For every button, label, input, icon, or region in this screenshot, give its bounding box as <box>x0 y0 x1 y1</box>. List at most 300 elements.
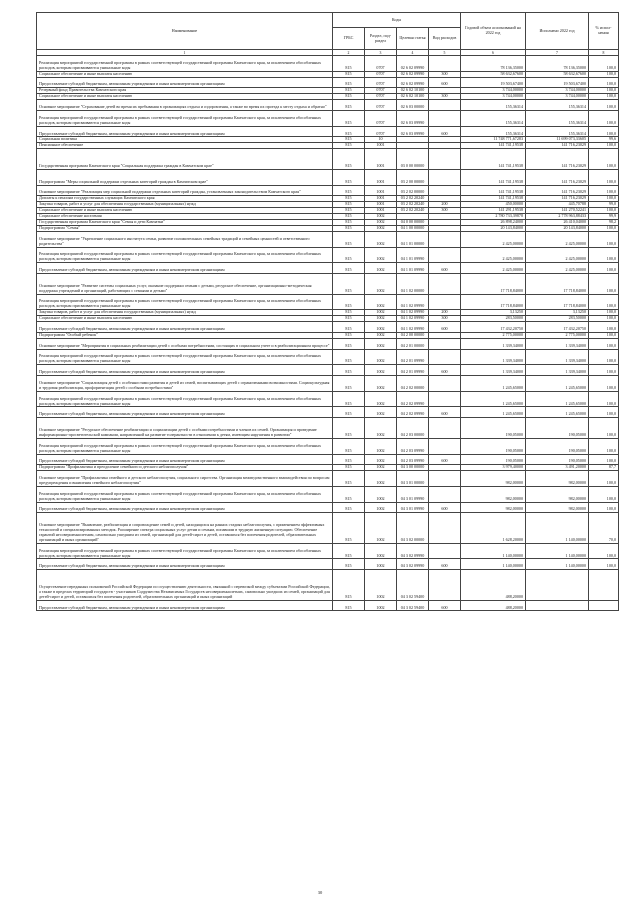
table-row <box>37 185 619 196</box>
row-vr-cell: 600 <box>429 322 461 333</box>
row-vr-cell: 600 <box>429 600 461 611</box>
row-razdel-cell: 0707 <box>365 94 397 100</box>
row-executed-cell: 1 339,34000 <box>526 365 589 376</box>
table-row <box>37 570 619 600</box>
row-name-cell: Государственная программа Камчатского края "Семья и дети Камчатки" <box>37 220 333 226</box>
row-cs-cell: 03 2 02 00000 <box>397 185 429 196</box>
row-name-cell: Социальная политика <box>37 137 333 143</box>
row-vr-cell <box>429 486 461 502</box>
row-cs-cell: 04 2 02 00000 <box>397 376 429 392</box>
col-number: 1 <box>37 50 333 56</box>
row-volume-cell: 141 741,19538 <box>461 149 526 170</box>
row-grbs-cell: 815 <box>333 376 365 392</box>
row-volume-cell: 141 291,19538 <box>461 208 526 214</box>
row-name-cell: Реализация мероприятий государственной программы в рамках соответствующей государственной программы Камчатского края, за исключением обособленных расходов, которым присваиваются уникальные коды <box>37 56 333 72</box>
row-grbs-cell: 815 <box>333 418 365 439</box>
row-vr-cell: 300 <box>429 208 461 214</box>
row-volume-cell: 3 744,00000 <box>461 94 526 100</box>
row-percent-cell: 100,0 <box>589 454 619 465</box>
row-percent-cell <box>589 570 619 600</box>
row-name-cell: Подпрограмма "Семья" <box>37 225 333 231</box>
row-volume-cell: 155,36314 <box>461 111 526 127</box>
col-number: 7 <box>526 50 589 56</box>
row-volume-cell: 58 632,67600 <box>461 71 526 77</box>
row-razdel-cell: 1002 <box>365 231 397 247</box>
row-cs-cell: 03 0 00 00000 <box>397 149 429 170</box>
row-cs-cell: 04 1 02 09990 <box>397 322 429 333</box>
table-row <box>37 438 619 454</box>
row-cs-cell: 02 6 02 09990 <box>397 71 429 77</box>
row-name-cell: Основное мероприятие "Развитие системы социальных услуг, оказание поддержки семьям с детьми, ресурсное обеспечение, организационно-методическая поддержка учреждений и организаций, работающих с семьями и детьми" <box>37 273 333 294</box>
row-razdel-cell: 1002 <box>365 454 397 465</box>
row-grbs-cell: 815 <box>333 465 365 471</box>
row-volume-cell: 3 744,00000 <box>461 88 526 94</box>
table-row <box>37 513 619 543</box>
row-executed-cell: 1 245,65000 <box>526 376 589 392</box>
row-percent-cell: 87,7 <box>589 465 619 471</box>
row-grbs-cell: 815 <box>333 273 365 294</box>
row-vr-cell <box>429 391 461 407</box>
row-executed-cell: 190,05000 <box>526 454 589 465</box>
row-cs-cell: 04 1 00 00000 <box>397 225 429 231</box>
row-cs-cell: 02 6 02 10100 <box>397 88 429 94</box>
row-name-cell: Социальное обеспечение и иные выплаты населению <box>37 208 333 214</box>
row-name-cell: Осуществление переданных полномочий Российской Федерации по осуществлению деятельности, связанной с перевозкой между субъектами Российской Федерации, а также в пределах территорий государств - участников Содружества Независимых Государств несовершеннолетних, самовольно ушедших из семей, организаций для детей-сирот и детей, оставшихся без попечения родителей, образовательных организаций и иных организаций <box>37 570 333 600</box>
row-grbs-cell: 815 <box>333 570 365 600</box>
row-cs-cell: 02 6 02 09990 <box>397 77 429 88</box>
table-row <box>37 376 619 392</box>
row-executed-cell: 20 143,84000 <box>526 225 589 231</box>
row-percent-cell <box>589 600 619 611</box>
row-volume-cell: 1 140,00000 <box>461 543 526 559</box>
row-percent-cell: 100,0 <box>589 225 619 231</box>
row-razdel-cell: 1002 <box>365 486 397 502</box>
row-percent-cell: 100,0 <box>589 338 619 349</box>
row-razdel-cell: 1002 <box>365 502 397 513</box>
row-percent-cell: 99,6 <box>589 137 619 143</box>
row-percent-cell: 100,0 <box>589 94 619 100</box>
col-grbs-header: ГРБС <box>333 28 365 50</box>
row-name-cell: Предоставление субсидий бюджетным, автономным учреждениям и иным некоммерческим организациям <box>37 454 333 465</box>
row-volume-cell: 78 136,35000 <box>461 56 526 72</box>
row-cs-cell: 04 2 03 00000 <box>397 418 429 439</box>
row-vr-cell: 600 <box>429 502 461 513</box>
row-executed-cell: 17 718,84000 <box>526 273 589 294</box>
row-executed-cell: 155,36314 <box>526 126 589 137</box>
row-name-cell: Подпрограмма "Особый ребенок" <box>37 332 333 338</box>
row-vr-cell: 300 <box>429 94 461 100</box>
col-number: 8 <box>589 50 619 56</box>
row-vr-cell <box>429 273 461 294</box>
row-name-cell: Закупка товаров, работ и услуг для обеспечения государственных (муниципальных) нужд <box>37 202 333 208</box>
table-row <box>37 502 619 513</box>
row-percent-cell: 100,0 <box>589 247 619 263</box>
row-volume-cell: 17 718,84000 <box>461 294 526 310</box>
row-executed-cell: 58 632,67600 <box>526 71 589 77</box>
row-cs-cell: 02 6 02 10100 <box>397 94 429 100</box>
row-cs-cell: 02 6 03 00000 <box>397 100 429 111</box>
row-volume-cell: 155,36314 <box>461 100 526 111</box>
row-grbs-cell: 815 <box>333 316 365 322</box>
table-row <box>37 56 619 72</box>
row-volume-cell: 11 748 771,67283 <box>461 137 526 143</box>
row-vr-cell: 200 <box>429 202 461 208</box>
row-executed-cell <box>526 600 589 611</box>
row-percent-cell: 100,0 <box>589 294 619 310</box>
row-razdel-cell: 1002 <box>365 600 397 611</box>
row-grbs-cell: 815 <box>333 88 365 94</box>
row-vr-cell <box>429 111 461 127</box>
row-volume-cell: 488,20000 <box>461 570 526 600</box>
row-razdel-cell: 1002 <box>365 225 397 231</box>
row-volume-cell: 17 718,84000 <box>461 273 526 294</box>
row-vr-cell <box>429 438 461 454</box>
row-percent-cell: 70,0 <box>589 513 619 543</box>
row-grbs-cell: 815 <box>333 111 365 127</box>
table-row <box>37 231 619 247</box>
row-razdel-cell: 0707 <box>365 71 397 77</box>
row-razdel-cell: 1002 <box>365 332 397 338</box>
row-volume-cell: 982,00000 <box>461 471 526 487</box>
row-grbs-cell: 815 <box>333 407 365 418</box>
row-cs-cell: 04 1 02 00000 <box>397 273 429 294</box>
row-executed-cell: 155,36314 <box>526 111 589 127</box>
row-vr-cell: 600 <box>429 263 461 274</box>
row-razdel-cell: 1002 <box>365 273 397 294</box>
row-name-cell: Основное мероприятие "Выявление, реабилитация и сопровождение семей и детей, находящихся на ранних стадиях неблагополучия, с применением эффективных технологий и специализированных методик. Расширение спектра социальных услуг детям и семьям, попавшим в трудную жизненную ситуацию. Обеспечение гарантий несовершеннолетним, самовольно ушедшим из семей, организаций для детей-сирот и детей, оставшихся без попечения родителей, образовательных организаций и иных организаций" <box>37 513 333 543</box>
row-cs-cell: 04 2 01 09990 <box>397 365 429 376</box>
row-percent-cell: 100,0 <box>589 111 619 127</box>
col-name-header: Наименование <box>37 13 333 50</box>
row-grbs-cell: 815 <box>333 349 365 365</box>
table-row <box>37 77 619 88</box>
row-vr-cell <box>429 418 461 439</box>
row-name-cell: Предоставление субсидий бюджетным, автономным учреждениям и иным некоммерческим организациям <box>37 600 333 611</box>
row-grbs-cell: 815 <box>333 143 365 149</box>
row-name-cell: Предоставление субсидий бюджетным, автономным учреждениям и иным некоммерческим организациям <box>37 126 333 137</box>
row-volume-cell: 1 245,65000 <box>461 407 526 418</box>
row-executed-cell <box>526 570 589 600</box>
row-vr-cell: 600 <box>429 407 461 418</box>
row-cs-cell: 04 1 02 09990 <box>397 310 429 316</box>
row-name-cell: Реализация мероприятий государственной программы в рамках соответствующей государственной программы Камчатского края, за исключением обособленных расходов, которым присваиваются уникальные коды <box>37 543 333 559</box>
row-name-cell: Предоставление субсидий бюджетным, автономным учреждениям и иным некоммерческим организациям <box>37 322 333 333</box>
row-cs-cell: 04 2 00 00000 <box>397 332 429 338</box>
row-cs-cell: 04 2 03 09990 <box>397 454 429 465</box>
row-cs-cell: 04 2 01 09990 <box>397 349 429 365</box>
row-razdel-cell: 10 <box>365 137 397 143</box>
row-name-cell: Реализация мероприятий государственной программы в рамках соответствующей государственной программы Камчатского края, за исключением обособленных расходов, которым присваиваются уникальные коды <box>37 294 333 310</box>
table-row <box>37 294 619 310</box>
table-row <box>37 322 619 333</box>
row-cs-cell: 04 1 02 09990 <box>397 294 429 310</box>
row-grbs-cell: 815 <box>333 454 365 465</box>
row-razdel-cell: 1001 <box>365 196 397 202</box>
row-vr-cell <box>429 349 461 365</box>
row-percent-cell: 100,0 <box>589 100 619 111</box>
row-cs-cell: 02 6 02 09990 <box>397 56 429 72</box>
row-volume-cell: 2 775,00000 <box>461 332 526 338</box>
row-razdel-cell: 1002 <box>365 376 397 392</box>
row-name-cell: Основное мероприятие "Реализация мер социальной поддержки отдельных категорий граждан, установленных законодательством Камчатского края" <box>37 185 333 196</box>
row-volume-cell: 190,05000 <box>461 438 526 454</box>
row-vr-cell: 200 <box>429 310 461 316</box>
row-volume-cell: 1 339,34000 <box>461 349 526 365</box>
row-name-cell: Социальное обеспечение и иные выплаты населению <box>37 316 333 322</box>
row-grbs-cell: 815 <box>333 471 365 487</box>
row-grbs-cell: 815 <box>333 502 365 513</box>
row-volume-cell: 190,05000 <box>461 418 526 439</box>
row-percent-cell: 100,0 <box>589 185 619 196</box>
row-grbs-cell: 815 <box>333 486 365 502</box>
row-volume-cell: 1 339,34000 <box>461 338 526 349</box>
row-executed-cell: 982,00000 <box>526 471 589 487</box>
row-percent-cell: 100,0 <box>589 149 619 170</box>
table-row <box>37 100 619 111</box>
row-grbs-cell: 815 <box>333 71 365 77</box>
row-percent-cell: 100,0 <box>589 208 619 214</box>
row-cs-cell: 02 6 03 09990 <box>397 111 429 127</box>
col-percent-header: % испол-нения <box>589 13 619 50</box>
row-razdel-cell: 0707 <box>365 77 397 88</box>
col-number: 2 <box>333 50 365 56</box>
row-grbs-cell: 815 <box>333 543 365 559</box>
col-number: 6 <box>461 50 526 56</box>
row-grbs-cell: 815 <box>333 338 365 349</box>
row-name-cell: Основное мероприятие "Социализация детей с особенностями развития и детей из семей, воспитывающих детей с ограниченными возможностями. Социокультурная и трудовая реабилитация, профориентация детей с особыми потребностями" <box>37 376 333 392</box>
row-percent-cell: 100,0 <box>589 322 619 333</box>
row-volume-cell: 1 245,65000 <box>461 376 526 392</box>
row-razdel-cell: 1002 <box>365 338 397 349</box>
codes-group-header: Коды <box>333 13 461 28</box>
row-percent-cell: 100,0 <box>589 543 619 559</box>
row-executed-cell: 982,00000 <box>526 486 589 502</box>
row-executed-cell: 1 245,65000 <box>526 407 589 418</box>
table-row <box>37 349 619 365</box>
row-name-cell: Основное мероприятие "Мероприятия в социальных реабилитации детей с особыми потребностями, состоящих в социальном учете и в реабилитационном процессе" <box>37 338 333 349</box>
row-vr-cell: 600 <box>429 454 461 465</box>
row-name-cell: Основное мероприятие "Ресурсное обеспечение реабилитации и социализации детей с особыми потребностями и членов их семей. Организация и проведение информационно-просветительской кампании, направленной на развитие толерантности в отношении к детям, имеющим нарушения в развитии" <box>37 418 333 439</box>
row-executed-cell: 141 716,23029 <box>526 185 589 196</box>
row-executed-cell: 141 716,23029 <box>526 149 589 170</box>
row-name-cell: Реализация мероприятий государственной программы в рамках соответствующей государственной программы Камчатского края, за исключением обособленных расходов, которым присваиваются уникальные коды <box>37 391 333 407</box>
row-volume-cell: 488,20000 <box>461 600 526 611</box>
row-vr-cell <box>429 185 461 196</box>
table-row <box>37 391 619 407</box>
row-grbs-cell: 815 <box>333 169 365 185</box>
row-volume-cell: 20 143,84000 <box>461 225 526 231</box>
row-razdel-cell: 1001 <box>365 208 397 214</box>
row-vr-cell <box>429 56 461 72</box>
table-row <box>37 247 619 263</box>
row-percent-cell: 100,0 <box>589 332 619 338</box>
row-razdel-cell: 1002 <box>365 570 397 600</box>
row-executed-cell: 2 425,00000 <box>526 231 589 247</box>
row-name-cell: Социальное обеспечение и иные выплаты населению <box>37 94 333 100</box>
row-executed-cell: 982,00000 <box>526 502 589 513</box>
row-cs-cell: 04 3 00 00000 <box>397 465 429 471</box>
row-grbs-cell: 815 <box>333 149 365 170</box>
row-executed-cell: 1 339,34000 <box>526 349 589 365</box>
row-executed-cell: 2 778 963,88433 <box>526 214 589 220</box>
row-percent-cell: 100,0 <box>589 559 619 570</box>
row-volume-cell: 982,00000 <box>461 486 526 502</box>
row-razdel-cell: 1002 <box>365 294 397 310</box>
row-grbs-cell: 815 <box>333 600 365 611</box>
row-name-cell: Закупка товаров, работ и услуг для обеспечения государственных (муниципальных) нужд <box>37 310 333 316</box>
row-cs-cell: 04 3 02 09990 <box>397 559 429 570</box>
row-name-cell: Основное мероприятие "Страхование детей во время их пребывания в организациях отдыха и оздоровления, а также во время их проезда к месту отдыха и обратно" <box>37 100 333 111</box>
row-cs-cell: 02 6 03 09990 <box>397 126 429 137</box>
row-volume-cell: 1 339,34000 <box>461 365 526 376</box>
col-razdel-header: Раздел, под-раздел <box>365 28 397 50</box>
row-razdel-cell: 1002 <box>365 214 397 220</box>
row-volume-cell: 283,50000 <box>461 316 526 322</box>
row-razdel-cell: 1002 <box>365 407 397 418</box>
row-razdel-cell: 1001 <box>365 149 397 170</box>
row-vr-cell: 600 <box>429 559 461 570</box>
row-percent-cell: 100,0 <box>589 471 619 487</box>
row-grbs-cell: 815 <box>333 438 365 454</box>
header-row <box>37 13 619 28</box>
row-cs-cell: 04 3 02 59400 <box>397 600 429 611</box>
row-vr-cell: 600 <box>429 126 461 137</box>
row-executed-cell: 26 410,04000 <box>526 220 589 226</box>
row-name-cell: Предоставление субсидий бюджетным, автономным учреждениям и иным некоммерческим организациям <box>37 407 333 418</box>
row-percent-cell: 100,0 <box>589 56 619 72</box>
row-percent-cell: 100,0 <box>589 231 619 247</box>
row-percent-cell: 100,0 <box>589 263 619 274</box>
row-grbs-cell: 815 <box>333 391 365 407</box>
row-percent-cell: 100,0 <box>589 418 619 439</box>
row-cs-cell: 04 3 01 09990 <box>397 486 429 502</box>
table-row <box>37 454 619 465</box>
row-razdel-cell: 1002 <box>365 322 397 333</box>
row-executed-cell: 2 425,00000 <box>526 263 589 274</box>
row-executed-cell: 1 140,00000 <box>526 559 589 570</box>
row-grbs-cell: 815 <box>333 263 365 274</box>
row-percent-cell: 100,0 <box>589 391 619 407</box>
row-executed-cell: 19 503,67400 <box>526 77 589 88</box>
row-razdel-cell: 1002 <box>365 513 397 543</box>
row-grbs-cell: 815 <box>333 196 365 202</box>
row-name-cell: Доплаты к пенсиям государственных служащих Камчатского края <box>37 196 333 202</box>
row-volume-cell: 2 425,00000 <box>461 263 526 274</box>
row-name-cell: Пенсионное обеспечение <box>37 143 333 149</box>
row-name-cell: Реализация мероприятий государственной программы в рамках соответствующей государственной программы Камчатского края, за исключением обособленных расходов, которым присваиваются уникальные коды <box>37 438 333 454</box>
row-name-cell: Подпрограмма "Профилактика и преодоление семейного и детского неблагополучия" <box>37 465 333 471</box>
row-volume-cell: 26 898,24000 <box>461 220 526 226</box>
col-volume-header: Годовой объем ассигнований на 2022 год <box>461 13 526 50</box>
row-grbs-cell: 815 <box>333 322 365 333</box>
row-cs-cell: 04 3 01 09990 <box>397 502 429 513</box>
row-name-cell: Реализация мероприятий государственной программы в рамках соответствующей государственной программы Камчатского края, за исключением обособленных расходов, которым присваиваются уникальные коды <box>37 111 333 127</box>
row-razdel-cell: 1002 <box>365 465 397 471</box>
table-row <box>37 365 619 376</box>
row-cs-cell: 03 2 00 00000 <box>397 169 429 185</box>
row-grbs-cell: 815 <box>333 214 365 220</box>
row-razdel-cell: 1002 <box>365 391 397 407</box>
row-volume-cell: 982,00000 <box>461 502 526 513</box>
row-volume-cell: 2 780 733,39878 <box>461 214 526 220</box>
row-percent-cell: 100,0 <box>589 365 619 376</box>
row-razdel-cell: 1002 <box>365 543 397 559</box>
row-vr-cell <box>429 100 461 111</box>
row-grbs-cell: 815 <box>333 137 365 143</box>
row-percent-cell: 100,0 <box>589 196 619 202</box>
budget-table <box>36 12 619 611</box>
col-number: 5 <box>429 50 461 56</box>
row-percent-cell: 100,0 <box>589 486 619 502</box>
row-cs-cell: 04 3 02 59400 <box>397 570 429 600</box>
row-name-cell: Социальное обеспечение и иные выплаты населению <box>37 71 333 77</box>
row-cs-cell: 04 2 02 09990 <box>397 407 429 418</box>
row-percent-cell: 100,0 <box>589 88 619 94</box>
row-volume-cell: 19 503,67400 <box>461 77 526 88</box>
row-executed-cell: 78 136,35000 <box>526 56 589 72</box>
row-volume-cell: 1 140,00000 <box>461 559 526 570</box>
row-grbs-cell: 815 <box>333 100 365 111</box>
row-razdel-cell: 1002 <box>365 310 397 316</box>
row-grbs-cell: 815 <box>333 559 365 570</box>
row-razdel-cell: 1002 <box>365 349 397 365</box>
row-name-cell: Предоставление субсидий бюджетным, автономным учреждениям и иным некоммерческим организациям <box>37 263 333 274</box>
row-volume-cell: 17 432,20750 <box>461 322 526 333</box>
row-vr-cell <box>429 513 461 543</box>
row-name-cell: Предоставление субсидий бюджетным, автономным учреждениям и иным некоммерческим организациям <box>37 559 333 570</box>
row-vr-cell: 600 <box>429 77 461 88</box>
row-volume-cell: 1 628,20000 <box>461 513 526 543</box>
page-number: 30 <box>317 890 323 895</box>
row-percent-cell: 100,0 <box>589 438 619 454</box>
row-percent-cell: 100,0 <box>589 77 619 88</box>
row-grbs-cell: 815 <box>333 94 365 100</box>
table-row <box>37 471 619 487</box>
table-row <box>37 486 619 502</box>
row-name-cell: Предоставление субсидий бюджетным, автономным учреждениям и иным некоммерческим организациям <box>37 502 333 513</box>
row-percent-cell: 99,0 <box>589 202 619 208</box>
row-vr-cell <box>429 149 461 170</box>
row-executed-cell: 3,13250 <box>526 310 589 316</box>
row-grbs-cell: 815 <box>333 225 365 231</box>
row-executed-cell: 2 425,00000 <box>526 247 589 263</box>
table-row <box>37 600 619 611</box>
row-cs-cell: 04 3 01 00000 <box>397 471 429 487</box>
row-razdel-cell: 1001 <box>365 185 397 196</box>
row-volume-cell: 141 741,19538 <box>461 196 526 202</box>
row-executed-cell: 3 744,00000 <box>526 94 589 100</box>
row-cs-cell: 04 1 01 09990 <box>397 247 429 263</box>
row-grbs-cell: 815 <box>333 365 365 376</box>
row-vr-cell <box>429 231 461 247</box>
row-razdel-cell: 0707 <box>365 111 397 127</box>
budget-page <box>36 12 619 611</box>
col-executed-header: Исполнено 2022 год <box>526 13 589 50</box>
row-razdel-cell: 1002 <box>365 220 397 226</box>
row-razdel-cell: 1002 <box>365 316 397 322</box>
row-vr-cell <box>429 570 461 600</box>
row-percent-cell: 98,2 <box>589 220 619 226</box>
row-name-cell: Резервный фонд Правительства Камчатского края <box>37 88 333 94</box>
col-vr-header: Вид расходов <box>429 28 461 50</box>
row-executed-cell: 3 744,00000 <box>526 88 589 94</box>
row-executed-cell: 283,50000 <box>526 316 589 322</box>
table-row <box>37 126 619 137</box>
row-executed-cell: 17 432,20750 <box>526 322 589 333</box>
row-percent-cell: 100,0 <box>589 502 619 513</box>
row-cs-cell: 04 1 02 09990 <box>397 316 429 322</box>
row-percent-cell: 100,0 <box>589 126 619 137</box>
